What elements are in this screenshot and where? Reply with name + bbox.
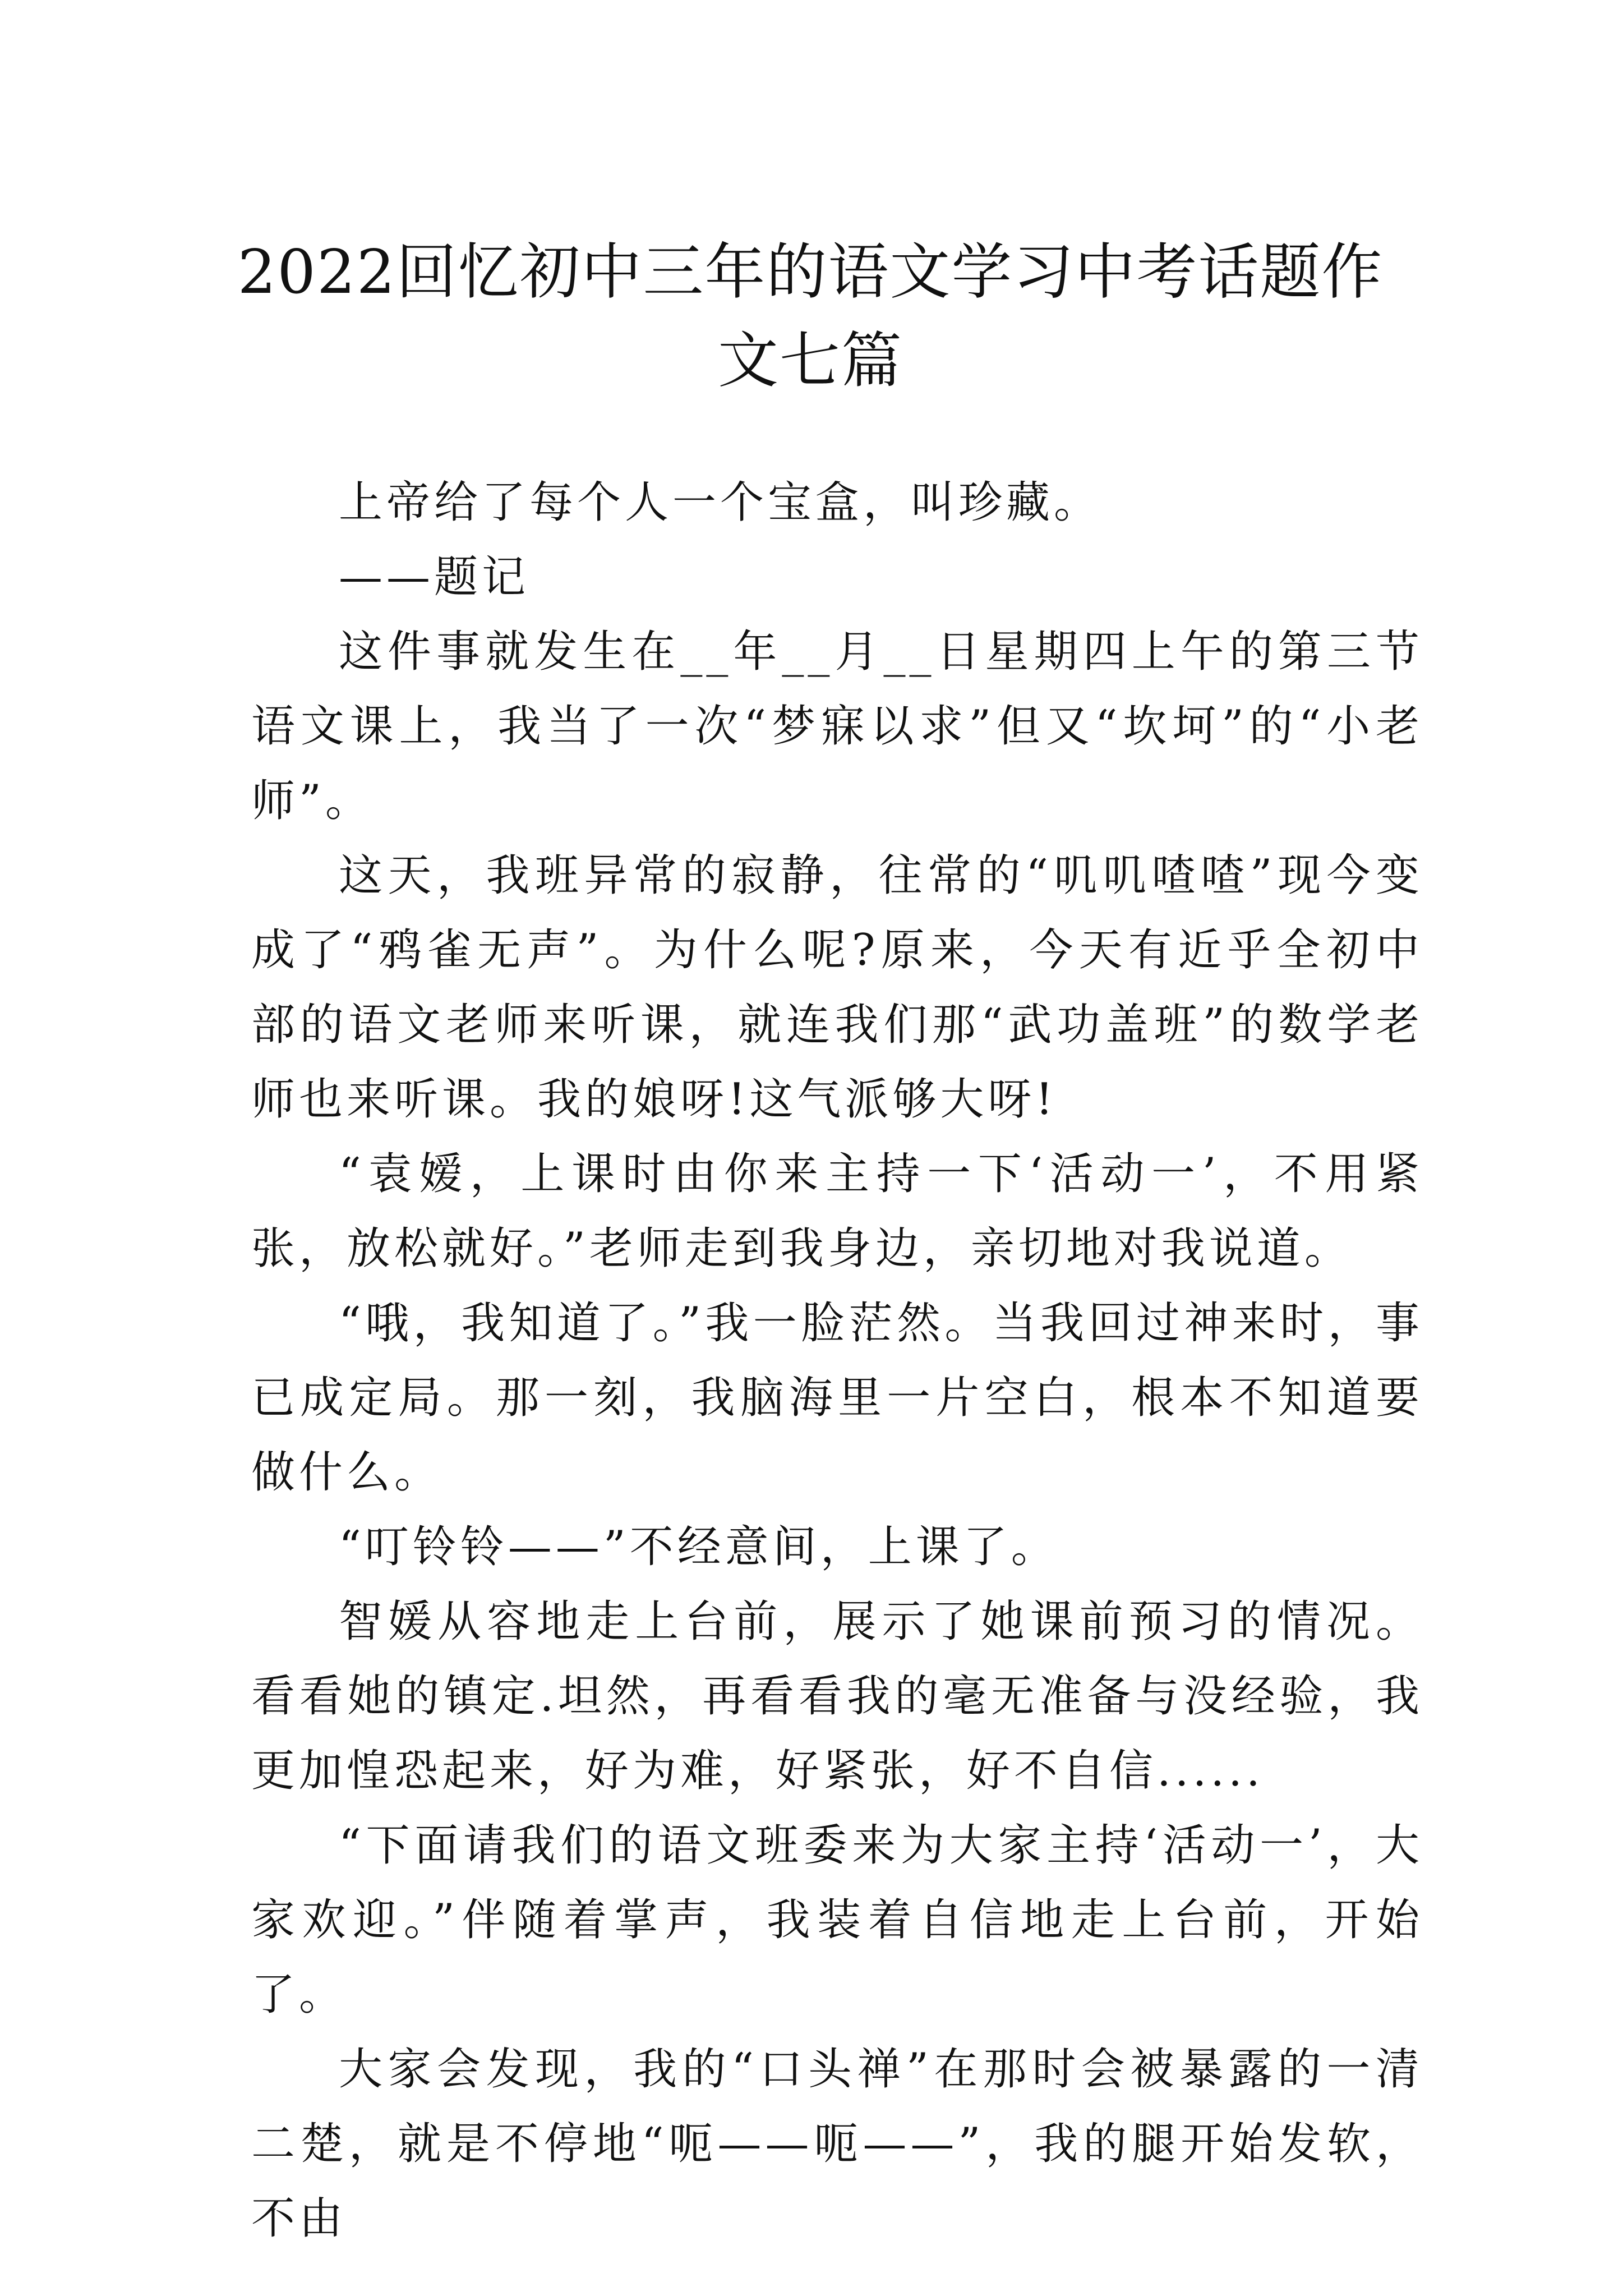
body-paragraph: 这件事就发生在__年__月__日星期四上午的第三节语文课上，我当了一次“梦寐以求”但又“坎坷”的“小老师”。: [251, 627, 1423, 826]
body-paragraph: “袁嫒，上课时由你来主持一下‘活动一’，不用紧张，放松就好。”老师走到我身边，亲切地对我说道。: [251, 1149, 1423, 1274]
document-title: 2022回忆初中三年的语文学习中考话题作文七篇: [237, 237, 1384, 397]
body-paragraph: 这天，我班异常的寂静，往常的“叽叽喳喳”现今变成了“鸦雀无声”。为什么呢?原来，今天有近乎全初中部的语文老师来听课，就连我们那“武功盖班”的数学老师也来听课。我的娘呀!这气派够大呀!: [251, 850, 1423, 1125]
paragraph-epigraph-attribution: ——题记: [339, 552, 530, 602]
paragraph-epigraph: 上帝给了每个人一个宝盒，叫珍藏。: [339, 477, 1102, 528]
body-paragraph: 大家会发现，我的“口头禅”在那时会被暴露的一清二楚，就是不停地“呃——呃——”，我的腿开始发软，不由: [251, 2044, 1423, 2244]
document-body: [251, 466, 1423, 2256]
body-paragraph: “叮铃铃——”不经意间，上课了。: [339, 1522, 1059, 1572]
body-paragraph: 智媛从容地走上台前，展示了她课前预习的情况。看看她的镇定.坦然，再看看我的毫无准备与没经验，我更加惶恐起来，好为难，好紧张，好不自信......: [251, 1596, 1423, 1796]
body-paragraph: “哦，我知道了。”我一脸茫然。当我回过神来时，事已成定局。那一刻，我脑海里一片空白，根本不知道要做什么。: [251, 1298, 1423, 1498]
body-paragraph: “下面请我们的语文班委来为大家主持‘活动一’，大家欢迎。”伴随着掌声，我装着自信地走上台前，开始了。: [251, 1820, 1423, 2020]
